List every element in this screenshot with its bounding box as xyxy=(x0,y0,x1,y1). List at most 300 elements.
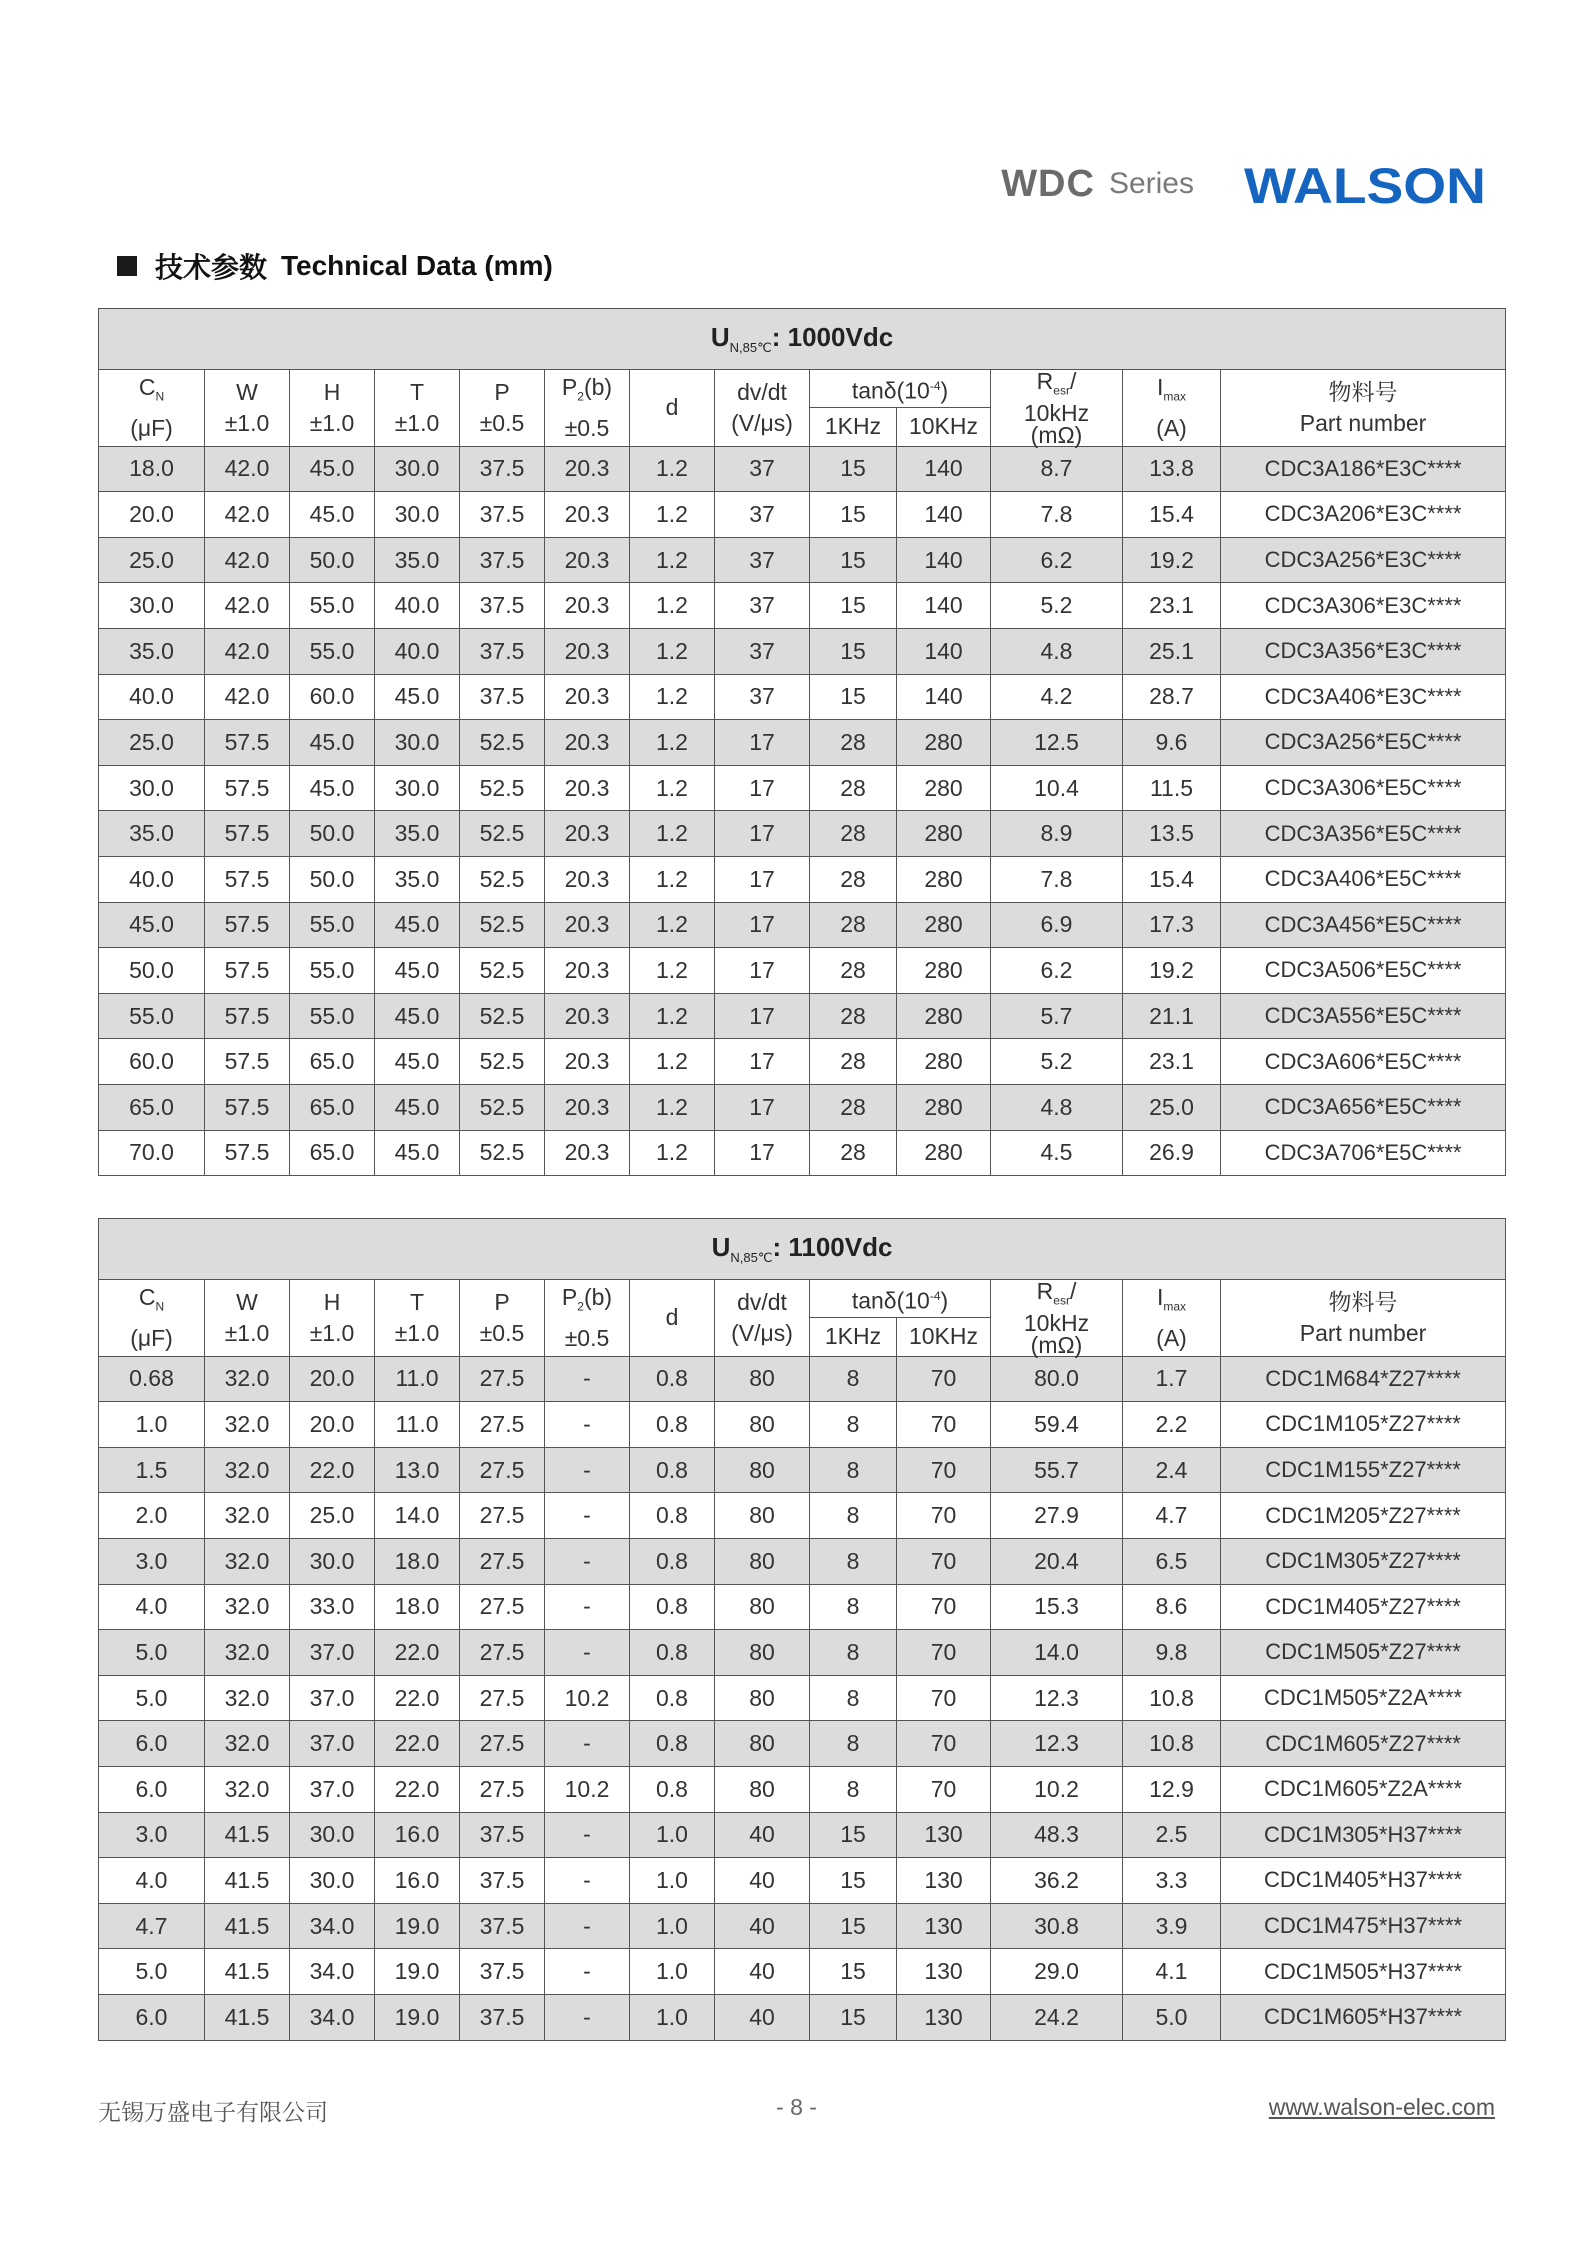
table-cell: 280 xyxy=(897,1130,991,1176)
table-cell: 57.5 xyxy=(205,948,290,994)
table-cell: 37.5 xyxy=(460,628,545,674)
col-header-p: P ±0.5 xyxy=(460,370,545,447)
table-cell: 70.0 xyxy=(99,1130,205,1176)
table-cell: 130 xyxy=(897,1903,991,1949)
table-cell: 9.6 xyxy=(1123,720,1221,766)
table-cell: 280 xyxy=(897,856,991,902)
table-row xyxy=(99,674,1506,720)
table-cell: 42.0 xyxy=(205,537,290,583)
table-cell: 0.8 xyxy=(630,1402,715,1448)
table-cell: 130 xyxy=(897,1994,991,2040)
table-cell: 25.1 xyxy=(1123,628,1221,674)
table-cell: 40 xyxy=(715,1903,810,1949)
table-cell: 17 xyxy=(715,1130,810,1176)
table-cell: 10.2 xyxy=(545,1675,630,1721)
part-number-cell: CDC1M505*Z27**** xyxy=(1221,1630,1506,1676)
part-number-cell: CDC1M405*Z27**** xyxy=(1221,1584,1506,1630)
table-cell: 52.5 xyxy=(460,1039,545,1085)
table-cell: 45.0 xyxy=(290,765,375,811)
part-number-cell: CDC3A606*E5C**** xyxy=(1221,1039,1506,1085)
table-cell: 80 xyxy=(715,1538,810,1584)
voltage-value: 1100Vdc xyxy=(788,1231,893,1262)
table-cell: 37.5 xyxy=(460,1812,545,1858)
voltage-header xyxy=(99,1219,1506,1280)
table-cell: 52.5 xyxy=(460,1130,545,1176)
table-cell: 57.5 xyxy=(205,993,290,1039)
table-cell: 28 xyxy=(810,765,897,811)
table-cell: 26.9 xyxy=(1123,1130,1221,1176)
table-cell: 280 xyxy=(897,1084,991,1130)
table-cell: 9.8 xyxy=(1123,1630,1221,1676)
table-cell: 2.4 xyxy=(1123,1447,1221,1493)
col-header-d: d xyxy=(630,370,715,447)
table-cell: 65.0 xyxy=(99,1084,205,1130)
table-cell: 50.0 xyxy=(290,856,375,902)
brand-name: WALSON xyxy=(1244,160,1486,208)
table-cell: 37.0 xyxy=(290,1675,375,1721)
table-cell: 140 xyxy=(897,446,991,492)
table-row xyxy=(99,1675,1506,1721)
brand-logo xyxy=(1244,160,1489,208)
table-cell: 8 xyxy=(810,1356,897,1402)
table-row xyxy=(99,583,1506,629)
table-row xyxy=(99,1130,1506,1176)
table-cell: 0.8 xyxy=(630,1356,715,1402)
table-cell: 17.3 xyxy=(1123,902,1221,948)
table-cell: 4.0 xyxy=(99,1584,205,1630)
table-cell: 8 xyxy=(810,1766,897,1812)
table-cell: 45.0 xyxy=(290,492,375,538)
table-cell: 15 xyxy=(810,446,897,492)
table-cell: 41.5 xyxy=(205,1949,290,1995)
table-cell: 1.0 xyxy=(630,1812,715,1858)
table-cell: 1.2 xyxy=(630,628,715,674)
table-cell: 6.2 xyxy=(991,948,1123,994)
table-cell: 0.68 xyxy=(99,1356,205,1402)
table-cell: 45.0 xyxy=(375,993,460,1039)
col-header-h: H ±1.0 xyxy=(290,370,375,447)
part-number-cell: CDC3A656*E5C**** xyxy=(1221,1084,1506,1130)
table-cell: 70 xyxy=(897,1493,991,1539)
part-number-cell: CDC3A256*E3C**** xyxy=(1221,537,1506,583)
table-cell: 25.0 xyxy=(99,720,205,766)
table-cell: 10.4 xyxy=(991,765,1123,811)
table-cell: 57.5 xyxy=(205,902,290,948)
table-cell: 55.0 xyxy=(290,628,375,674)
footer-website-link[interactable]: www.walson-elec.com xyxy=(1268,2094,1495,2120)
series-code: WDC xyxy=(1001,162,1095,205)
table-cell: 28 xyxy=(810,720,897,766)
col-header-imax: $I_{max}$ (A) xyxy=(1123,1280,1221,1357)
table-cell: 1.2 xyxy=(630,765,715,811)
part-number-cell: CDC3A256*E5C**** xyxy=(1221,720,1506,766)
table-cell: 70 xyxy=(897,1675,991,1721)
table-cell: 15 xyxy=(810,1994,897,2040)
table-cell: 13.0 xyxy=(375,1447,460,1493)
table-row xyxy=(99,628,1506,674)
table-cell: 70 xyxy=(897,1766,991,1812)
table-cell: 28 xyxy=(810,1130,897,1176)
table-cell: - xyxy=(545,1538,630,1584)
table-cell: 0.8 xyxy=(630,1766,715,1812)
table-cell: 6.0 xyxy=(99,1721,205,1767)
table-cell: 32.0 xyxy=(205,1721,290,1767)
table-cell: 1.2 xyxy=(630,1084,715,1130)
table-cell: 13.5 xyxy=(1123,811,1221,857)
voltage-subscript: N,85℃ xyxy=(730,1250,773,1266)
table-cell: 52.5 xyxy=(460,948,545,994)
voltage-colon: : xyxy=(772,1231,782,1262)
table-cell: 15 xyxy=(810,674,897,720)
table-cell: 41.5 xyxy=(205,1994,290,2040)
table-cell: - xyxy=(545,1949,630,1995)
table-cell: 1.5 xyxy=(99,1447,205,1493)
table-row xyxy=(99,1721,1506,1767)
brand-logo-icon xyxy=(1244,160,1489,208)
part-number-cell: CDC3A356*E5C**** xyxy=(1221,811,1506,857)
table-cell: 4.2 xyxy=(991,674,1123,720)
table-cell: 5.7 xyxy=(991,993,1123,1039)
table-cell: 5.0 xyxy=(99,1630,205,1676)
table-cell: 5.0 xyxy=(99,1675,205,1721)
table-cell: 42.0 xyxy=(205,492,290,538)
table-cell: 40.0 xyxy=(375,628,460,674)
table-cell: 70 xyxy=(897,1356,991,1402)
table-cell: 27.9 xyxy=(991,1493,1123,1539)
table-cell: 30.0 xyxy=(290,1858,375,1904)
table-cell: 55.0 xyxy=(290,583,375,629)
table-cell: 45.0 xyxy=(290,720,375,766)
table-cell: 42.0 xyxy=(205,446,290,492)
table-row xyxy=(99,446,1506,492)
table-cell: 280 xyxy=(897,948,991,994)
table-cell: 20.3 xyxy=(545,1039,630,1085)
part-number-cell: CDC1M684*Z27**** xyxy=(1221,1356,1506,1402)
table-cell: 1.7 xyxy=(1123,1356,1221,1402)
table-cell: 15 xyxy=(810,583,897,629)
table-cell: 15 xyxy=(810,1949,897,1995)
table-cell: 80 xyxy=(715,1402,810,1448)
table-row xyxy=(99,1084,1506,1130)
table-cell: 52.5 xyxy=(460,993,545,1039)
table-cell: 27.5 xyxy=(460,1402,545,1448)
table-cell: 45.0 xyxy=(375,948,460,994)
col-header-cn: $C_N$ (μF) xyxy=(99,1280,205,1357)
part-number-cell: CDC1M505*Z2A**** xyxy=(1221,1675,1506,1721)
table-cell: 14.0 xyxy=(991,1630,1123,1676)
table-cell: 80.0 xyxy=(991,1356,1123,1402)
table-cell: 50.0 xyxy=(99,948,205,994)
table-body xyxy=(99,446,1506,1176)
table-cell: 11.5 xyxy=(1123,765,1221,811)
table-cell: 37 xyxy=(715,492,810,538)
table-cell: 32.0 xyxy=(205,1356,290,1402)
table-cell: 4.1 xyxy=(1123,1949,1221,1995)
table-cell: 17 xyxy=(715,993,810,1039)
table-cell: 55.0 xyxy=(290,948,375,994)
table-cell: 17 xyxy=(715,902,810,948)
table-cell: 30.0 xyxy=(290,1538,375,1584)
square-bullet-icon xyxy=(117,256,137,276)
table-cell: 8.6 xyxy=(1123,1584,1221,1630)
table-cell: 21.1 xyxy=(1123,993,1221,1039)
table-cell: 17 xyxy=(715,765,810,811)
table-cell: 12.5 xyxy=(991,720,1123,766)
table-cell: 40 xyxy=(715,1949,810,1995)
section-title xyxy=(117,246,553,286)
table-cell: 1.2 xyxy=(630,1130,715,1176)
table-cell: 280 xyxy=(897,1039,991,1085)
spec-table-1100Vdc xyxy=(98,1218,1506,2041)
table-cell: 27.5 xyxy=(460,1447,545,1493)
table-cell: 1.0 xyxy=(630,1949,715,1995)
table-cell: 34.0 xyxy=(290,1903,375,1949)
table-cell: 52.5 xyxy=(460,1084,545,1130)
table-cell: 15 xyxy=(810,1903,897,1949)
table-cell: 130 xyxy=(897,1858,991,1904)
table-cell: 1.0 xyxy=(630,1903,715,1949)
table-cell: 32.0 xyxy=(205,1675,290,1721)
table-cell: 80 xyxy=(715,1493,810,1539)
col-header-resr: $R_{esr}/$ 10kHz (mΩ) xyxy=(991,1280,1123,1357)
table-row xyxy=(99,856,1506,902)
table-cell: 35.0 xyxy=(375,811,460,857)
table-cell: 4.7 xyxy=(1123,1493,1221,1539)
table-cell: 32.0 xyxy=(205,1766,290,1812)
table-cell: 19.2 xyxy=(1123,948,1221,994)
table-cell: 7.8 xyxy=(991,492,1123,538)
table-cell: 34.0 xyxy=(290,1949,375,1995)
voltage-header xyxy=(99,309,1506,370)
part-number-cell: CDC3A406*E3C**** xyxy=(1221,674,1506,720)
table-cell: 27.5 xyxy=(460,1493,545,1539)
table-cell: 32.0 xyxy=(205,1447,290,1493)
table-cell: 37 xyxy=(715,537,810,583)
table-cell: 20.0 xyxy=(290,1356,375,1402)
table-cell: 6.2 xyxy=(991,537,1123,583)
table-cell: 41.5 xyxy=(205,1812,290,1858)
table-cell: 17 xyxy=(715,720,810,766)
table-cell: 45.0 xyxy=(375,1130,460,1176)
table-cell: 33.0 xyxy=(290,1584,375,1630)
table-cell: 280 xyxy=(897,993,991,1039)
table-cell: 8 xyxy=(810,1447,897,1493)
col-header-dvdt: dv/dt (V/μs) xyxy=(715,370,810,447)
table-cell: 17 xyxy=(715,1039,810,1085)
col-header-10khz: 10KHz xyxy=(897,1318,991,1356)
col-header-part-number: 物料号 Part number xyxy=(1221,370,1506,447)
part-number-cell: CDC1M105*Z27**** xyxy=(1221,1402,1506,1448)
table-cell: 30.0 xyxy=(375,446,460,492)
table-cell: 27.5 xyxy=(460,1721,545,1767)
table-cell: 20.3 xyxy=(545,492,630,538)
table-cell: 35.0 xyxy=(99,811,205,857)
col-header-1khz: 1KHz xyxy=(810,1318,897,1356)
table-cell: 30.0 xyxy=(99,583,205,629)
table-cell: 140 xyxy=(897,492,991,538)
section-title-cn: 技术参数 xyxy=(155,252,268,283)
table-cell: 280 xyxy=(897,765,991,811)
table-cell: 32.0 xyxy=(205,1493,290,1539)
table-cell: 37 xyxy=(715,446,810,492)
table-cell: 8 xyxy=(810,1630,897,1676)
table-cell: 10.8 xyxy=(1123,1721,1221,1767)
table-cell: - xyxy=(545,1721,630,1767)
table-cell: 5.0 xyxy=(1123,1994,1221,2040)
footer-page-number: - 8 - xyxy=(776,2094,817,2120)
col-header-p2: $P_2(b)$ ±0.5 xyxy=(545,1280,630,1357)
table-cell: 1.2 xyxy=(630,720,715,766)
table-cell: 80 xyxy=(715,1675,810,1721)
table-cell: 20.3 xyxy=(545,1130,630,1176)
table-cell: 6.0 xyxy=(99,1766,205,1812)
table-cell: 57.5 xyxy=(205,720,290,766)
table-cell: 27.5 xyxy=(460,1630,545,1676)
table-cell: 12.3 xyxy=(991,1675,1123,1721)
table-cell: 37.5 xyxy=(460,1903,545,1949)
table-cell: 140 xyxy=(897,674,991,720)
table-cell: 8 xyxy=(810,1493,897,1539)
table-cell: 40 xyxy=(715,1858,810,1904)
table-cell: 80 xyxy=(715,1721,810,1767)
table-cell: 32.0 xyxy=(205,1584,290,1630)
table-cell: 37.5 xyxy=(460,1858,545,1904)
table-cell: 30.0 xyxy=(99,765,205,811)
table-cell: 16.0 xyxy=(375,1812,460,1858)
voltage-symbol: U xyxy=(711,1231,731,1262)
table-cell: 8 xyxy=(810,1584,897,1630)
table-row xyxy=(99,1447,1506,1493)
table-cell: 41.5 xyxy=(205,1858,290,1904)
table-cell: 16.0 xyxy=(375,1858,460,1904)
table-cell: 1.2 xyxy=(630,811,715,857)
table-cell: 15 xyxy=(810,492,897,538)
table-cell: 80 xyxy=(715,1447,810,1493)
col-header-d: d xyxy=(630,1280,715,1357)
table-row xyxy=(99,492,1506,538)
table-row xyxy=(99,1949,1506,1995)
table-cell: 37.5 xyxy=(460,1949,545,1995)
table-row xyxy=(99,1493,1506,1539)
table-cell: 1.0 xyxy=(630,1994,715,2040)
col-header-1khz: 1KHz xyxy=(810,408,897,446)
table-cell: 22.0 xyxy=(375,1721,460,1767)
part-number-cell: CDC1M305*Z27**** xyxy=(1221,1538,1506,1584)
table-cell: 20.3 xyxy=(545,674,630,720)
table-cell: 15.4 xyxy=(1123,856,1221,902)
table-cell: 18.0 xyxy=(375,1584,460,1630)
table-cell: 28 xyxy=(810,811,897,857)
col-header-t: T ±1.0 xyxy=(375,370,460,447)
table-cell: 30.0 xyxy=(375,492,460,538)
table-cell: 23.1 xyxy=(1123,583,1221,629)
table-cell: 22.0 xyxy=(290,1447,375,1493)
col-header-tan: $\tan\delta(10^{-4})$ xyxy=(810,370,991,408)
table-cell: 140 xyxy=(897,537,991,583)
voltage-colon: : xyxy=(771,321,781,352)
table-cell: 17 xyxy=(715,1084,810,1130)
table-cell: 37.0 xyxy=(290,1766,375,1812)
part-number-cell: CDC1M505*H37**** xyxy=(1221,1949,1506,1995)
table-cell: 48.3 xyxy=(991,1812,1123,1858)
table-cell: 280 xyxy=(897,902,991,948)
table-cell: 130 xyxy=(897,1812,991,1858)
table-cell: 35.0 xyxy=(99,628,205,674)
table-cell: 37.5 xyxy=(460,1994,545,2040)
table-cell: 22.0 xyxy=(375,1630,460,1676)
part-number-cell: CDC3A706*E5C**** xyxy=(1221,1130,1506,1176)
table-cell: 6.0 xyxy=(99,1994,205,2040)
table-cell: 57.5 xyxy=(205,1130,290,1176)
table-cell: - xyxy=(545,1994,630,2040)
table-cell: 37.5 xyxy=(460,492,545,538)
col-header-tan: $\tan\delta(10^{-4})$ xyxy=(810,1280,991,1318)
table-cell: 70 xyxy=(897,1630,991,1676)
table-cell: 17 xyxy=(715,811,810,857)
table-cell: 36.2 xyxy=(991,1858,1123,1904)
table-row xyxy=(99,902,1506,948)
table-cell: 18.0 xyxy=(99,446,205,492)
part-number-cell: CDC3A306*E5C**** xyxy=(1221,765,1506,811)
table-cell: 0.8 xyxy=(630,1675,715,1721)
table-cell: 1.2 xyxy=(630,583,715,629)
table-row xyxy=(99,1766,1506,1812)
table-cell: 55.7 xyxy=(991,1447,1123,1493)
table-cell: 55.0 xyxy=(99,993,205,1039)
table-cell: 1.2 xyxy=(630,856,715,902)
table-cell: 280 xyxy=(897,811,991,857)
table-cell: - xyxy=(545,1493,630,1539)
table-row xyxy=(99,1994,1506,2040)
part-number-cell: CDC3A406*E5C**** xyxy=(1221,856,1506,902)
table-cell: 30.8 xyxy=(991,1903,1123,1949)
table-cell: 23.1 xyxy=(1123,1039,1221,1085)
table-cell: - xyxy=(545,1402,630,1448)
col-header-resr: $R_{esr}/$ 10kHz (mΩ) xyxy=(991,370,1123,447)
table-cell: 40.0 xyxy=(99,674,205,720)
table-cell: 2.5 xyxy=(1123,1812,1221,1858)
table-cell: 0.8 xyxy=(630,1721,715,1767)
table-cell: 1.2 xyxy=(630,674,715,720)
table-cell: 20.3 xyxy=(545,720,630,766)
table-cell: 30.0 xyxy=(375,720,460,766)
table-cell: 37.0 xyxy=(290,1630,375,1676)
table-cell: 34.0 xyxy=(290,1994,375,2040)
part-number-cell: CDC1M405*H37**** xyxy=(1221,1858,1506,1904)
table-cell: 57.5 xyxy=(205,1039,290,1085)
table-cell: 50.0 xyxy=(290,811,375,857)
table-cell: 8 xyxy=(810,1675,897,1721)
part-number-cell: CDC3A356*E3C**** xyxy=(1221,628,1506,674)
part-number-cell: CDC3A306*E3C**** xyxy=(1221,583,1506,629)
table-cell: 35.0 xyxy=(375,856,460,902)
voltage-subscript: N,85℃ xyxy=(729,340,772,356)
table-cell: 15 xyxy=(810,628,897,674)
part-number-cell: CDC1M205*Z27**** xyxy=(1221,1493,1506,1539)
table-cell: 70 xyxy=(897,1402,991,1448)
part-number-cell: CDC1M155*Z27**** xyxy=(1221,1447,1506,1493)
table-cell: 50.0 xyxy=(290,537,375,583)
table-cell: 4.7 xyxy=(99,1903,205,1949)
table-cell: 20.0 xyxy=(290,1402,375,1448)
table-cell: 22.0 xyxy=(375,1766,460,1812)
table-cell: 5.0 xyxy=(99,1949,205,1995)
table-cell: 65.0 xyxy=(290,1130,375,1176)
table-cell: 12.9 xyxy=(1123,1766,1221,1812)
table-row xyxy=(99,811,1506,857)
table-cell: 20.3 xyxy=(545,902,630,948)
col-header-w: W ±1.0 xyxy=(205,1280,290,1357)
